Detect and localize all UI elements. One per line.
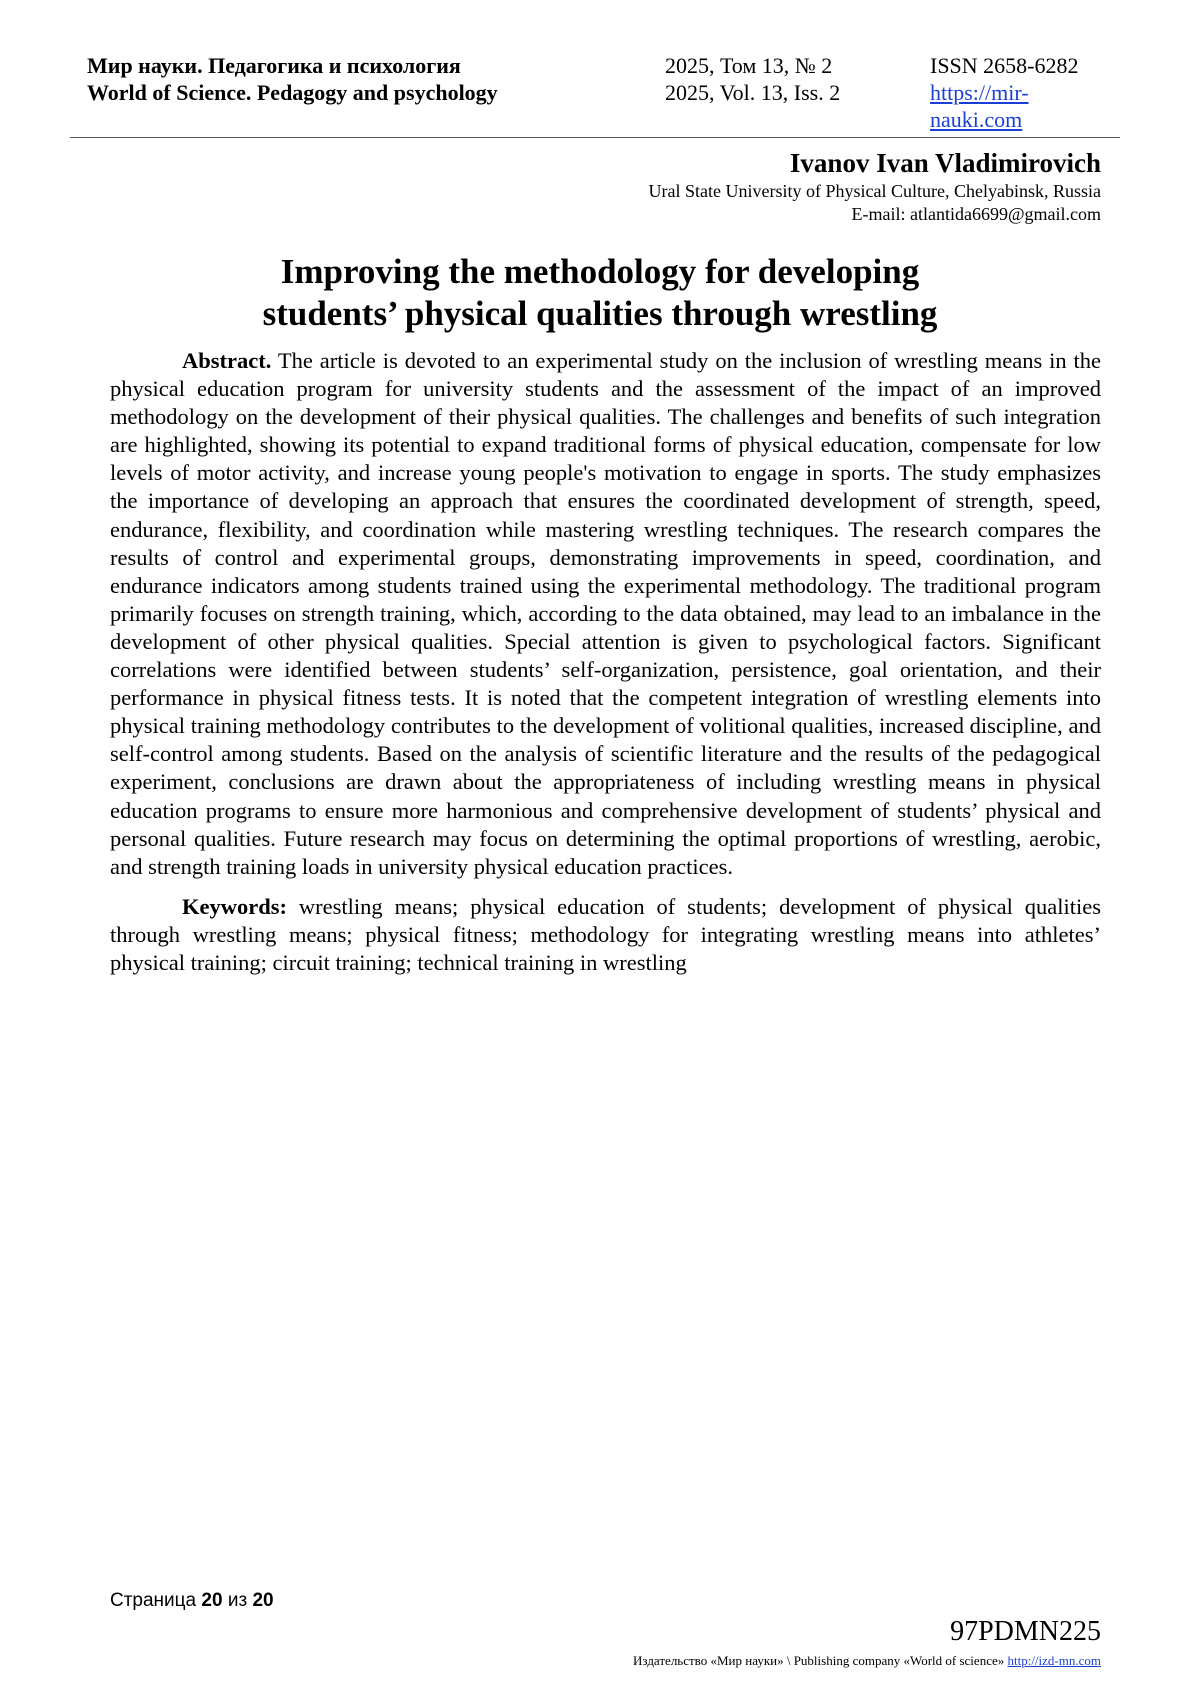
abstract-text: The article is devoted to an experimental study on the inclusion of wrestling means in the physical education program for university students and the assessment of the impact of an improved methodology on the development of their physical qualities. The challenges and benefits of such integration are highlighted, showing its potential to expand traditional forms of physical education, compensate for low levels of motor activity, and increase young people's motivation to engage in sports. The study emphasizes the importance of developing an approach that ensures the coordinated development of strength, speed, endurance, flexibility, and coordination while mastering wrestling techniques. The research compares the results of control and experimental groups, demonstrating improvements in speed, coordination, and endurance indicators among students trained using the experimental methodology. The traditional program primarily focuses on strength training, which, according to the data obtained, may lead to an imbalance in the development of other physical qualities. Special attention is given to psychological factors. Significant correlations were identified between students’ self-organization, persistence, goal orientation, and their performance in physical fitness tests. It is noted that the competent integration of wrestling elements into physical training methodology contributes to the development of volitional qualities, increased discipline, and self-control among students. Based on the analysis of scientific literature and the results of the pedagogical experiment, conclusions are drawn about the appropriateness of including wrestling means in physical education programs to ensure more harmonious and comprehensive development of students’ physical and personal qualities. Future research may focus on determining the optimal proportions of wrestling, aerobic, and strength training loads in university physical education practices. [110, 348, 1101, 879]
issue-ru: 2025, Том 13, № 2 [665, 53, 833, 78]
title-line-1: Improving the methodology for developing [280, 252, 920, 291]
journal-website-link[interactable]: https://mir-nauki.com [930, 80, 1029, 132]
keywords-paragraph [110, 893, 1101, 977]
publisher-text: Издательство «Мир науки» \ Publishing company «World of science» [633, 1653, 1005, 1668]
page-total: 20 [252, 1590, 274, 1611]
journal-name-ru: Мир науки. Педагогика и психология [87, 53, 461, 78]
document-code: 97PDMN225 [950, 1616, 1101, 1647]
issn: ISSN 2658-6282 [930, 53, 1079, 78]
header-row-ru [70, 52, 1120, 79]
journal-header [70, 52, 1120, 138]
page-prefix: Страница [110, 1590, 197, 1611]
keywords-label: Keywords: [182, 893, 287, 919]
page-current: 20 [201, 1590, 223, 1611]
header-row-en [70, 79, 1120, 133]
abstract-paragraph [110, 347, 1101, 881]
article-summary [110, 347, 1101, 977]
author-affiliation: Ural State University of Physical Culture, Chelyabinsk, Russia [648, 181, 1101, 201]
journal-name-en: World of Science. Pedagogy and psychology [87, 80, 498, 105]
author-block [649, 146, 1101, 226]
publisher-link[interactable]: http://izd-mn.com [1007, 1653, 1101, 1668]
keywords-text: wrestling means; physical education of students; development of physical qualities through wrestling means; physical fitness; methodology for integrating wrestling means into athletes’ physical training; circuit training; technical training in wrestling [110, 893, 1101, 975]
abstract-label: Abstract. [182, 348, 272, 373]
author-name: Ivanov Ivan Vladimirovich [789, 148, 1101, 178]
page-number [110, 1590, 274, 1612]
title-line-2: students’ physical qualities through wrestling [262, 294, 938, 333]
publisher-line [633, 1653, 1101, 1669]
page-of: из [227, 1590, 248, 1611]
issue-en: 2025, Vol. 13, Iss. 2 [665, 80, 841, 105]
author-email: E-mail: atlantida6699@gmail.com [851, 204, 1101, 224]
article-title [70, 251, 1130, 335]
